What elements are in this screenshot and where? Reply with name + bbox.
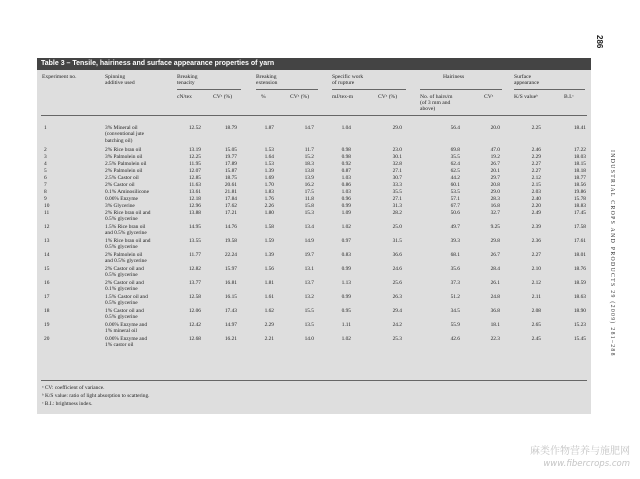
table-cell: 50.6 xyxy=(450,210,460,216)
header-rupture-line1: Specific work xyxy=(332,74,364,80)
additive-text: 0.1% glycerine xyxy=(105,286,138,293)
footnote-ks: ᵇ K/S value: ratio of light absorption to scattering. xyxy=(42,393,150,399)
table-cell: 53.5 xyxy=(450,189,460,195)
table-cell: 15.78 xyxy=(573,196,586,202)
table-caption: Table 3 – Tensile, hairiness and surface appearance properties of yarn xyxy=(37,58,591,70)
table-cell: 12.52 xyxy=(188,125,201,131)
table-cell: 13.5 xyxy=(304,322,314,328)
experiment-number: 1 xyxy=(44,125,47,131)
table-cell: 2.65 xyxy=(531,322,541,328)
header-hairiness-cv: CVᵃ xyxy=(484,94,494,100)
table-cell: 25.6 xyxy=(392,280,402,286)
page-number: 286 xyxy=(595,35,604,49)
experiment-number: 2 xyxy=(44,147,47,153)
header-rupture-unit: mJ/tex-m xyxy=(332,94,354,100)
table-cell: 12.58 xyxy=(188,294,201,300)
experiment-number: 12 xyxy=(44,224,50,230)
table-cell: 12.25 xyxy=(188,154,201,160)
rule-extension-group xyxy=(256,89,318,90)
header-tenacity-line2: tenacity xyxy=(177,80,195,86)
table-cell: 1.81 xyxy=(264,280,274,286)
table-cell: 11.7 xyxy=(304,147,314,153)
table-cell: 20.1 xyxy=(490,168,500,174)
table-cell: 1.61 xyxy=(264,294,274,300)
experiment-number: 4 xyxy=(44,161,47,167)
table-cell: 1.53 xyxy=(264,161,274,167)
table-cell: 2.21 xyxy=(264,336,274,342)
table-cell: 2.45 xyxy=(531,336,541,342)
table-cell: 2.11 xyxy=(531,294,541,300)
rule-surface-group xyxy=(514,89,585,90)
table-cell: 47.0 xyxy=(490,147,500,153)
table-cell: 29.0 xyxy=(490,189,500,195)
table-cell: 0.87 xyxy=(341,168,351,174)
additive-text: 2.5% Castor oil xyxy=(105,175,139,181)
table-cell: 18.18 xyxy=(573,168,586,174)
table-cell: 17.58 xyxy=(573,224,586,230)
table-cell: 2.27 xyxy=(531,168,541,174)
experiment-number: 19 xyxy=(44,322,50,328)
table-cell: 25.0 xyxy=(392,224,402,230)
header-tenacity-cv: CVᵃ (%) xyxy=(213,94,233,100)
additive-text: and 0.5% glycerine xyxy=(105,258,147,265)
header-extension-line2: extension xyxy=(256,80,278,86)
table-cell: 17.21 xyxy=(224,210,237,216)
experiment-number: 10 xyxy=(44,203,50,209)
header-surface-line1: Surface xyxy=(514,74,532,80)
table-cell: 9.25 xyxy=(490,224,500,230)
table-cell: 20.0 xyxy=(490,125,500,131)
table-cell: 18.90 xyxy=(573,308,586,314)
header-brightness-index: B.I.ᶜ xyxy=(564,94,574,100)
table-cell: 21.81 xyxy=(224,189,237,195)
experiment-number: 11 xyxy=(44,210,50,216)
table-cell: 1.53 xyxy=(264,147,274,153)
table-cell: 1.70 xyxy=(264,182,274,188)
table-cell: 17.89 xyxy=(224,161,237,167)
table-cell: 2.49 xyxy=(531,210,541,216)
table-cell: 2.29 xyxy=(264,322,274,328)
table-cell: 29.4 xyxy=(392,308,402,314)
table-cell: 16.21 xyxy=(224,336,237,342)
table-cell: 11.8 xyxy=(304,196,314,202)
table-cell: 27.1 xyxy=(392,196,402,202)
table-cell: 1.58 xyxy=(264,224,274,230)
table-cell: 14.9 xyxy=(304,238,314,244)
table-cell: 18.77 xyxy=(573,175,586,181)
additive-text: 3% Mineral oil xyxy=(105,125,138,131)
table-cell: 35.5 xyxy=(450,154,460,160)
table-cell: 1.39 xyxy=(264,168,274,174)
header-surface-line2: appearance xyxy=(514,80,540,86)
table-3-panel xyxy=(37,58,591,414)
table-cell: 14.76 xyxy=(224,224,237,230)
table-cell: 17.61 xyxy=(573,238,586,244)
additive-text: 1% Rice bran oil and xyxy=(105,238,151,244)
table-cell: 1.80 xyxy=(264,210,274,216)
table-cell: 1.03 xyxy=(341,189,351,195)
table-cell: 19.86 xyxy=(573,189,586,195)
table-cell: 1.13 xyxy=(341,280,351,286)
additive-text: (conventional jute xyxy=(105,131,145,138)
table-cell: 0.92 xyxy=(341,161,351,167)
table-cell: 1.02 xyxy=(341,336,351,342)
additive-text: batching oil) xyxy=(105,137,133,144)
table-cell: 0.98 xyxy=(341,147,351,153)
table-cell: 31.5 xyxy=(392,238,402,244)
table-cell: 28.3 xyxy=(490,196,500,202)
table-cell: 17.62 xyxy=(224,203,237,209)
table-cell: 1.87 xyxy=(264,125,274,131)
table-cell: 19.77 xyxy=(224,154,237,160)
table-cell: 69.8 xyxy=(450,147,460,153)
additive-text: 0.5% glycerine xyxy=(105,300,138,307)
header-rupture-line2: of rupture xyxy=(332,80,355,86)
table-cell: 20.8 xyxy=(490,182,500,188)
table-cell: 0.97 xyxy=(341,238,351,244)
table-cell: 19.58 xyxy=(224,238,237,244)
table-cell: 1.04 xyxy=(341,125,351,131)
table-cell: 18.63 xyxy=(573,294,586,300)
table-cell: 19.7 xyxy=(304,252,314,258)
table-cell: 15.2 xyxy=(304,154,314,160)
table-cell: 11.77 xyxy=(189,252,201,258)
table-cell: 32.8 xyxy=(392,161,402,167)
table-cell: 27.1 xyxy=(392,168,402,174)
header-hairiness: Hairiness xyxy=(443,74,465,80)
table-cell: 17.22 xyxy=(573,147,586,153)
table-cell: 19.2 xyxy=(490,154,500,160)
table-cell: 18.75 xyxy=(224,175,237,181)
rule-hairiness-group xyxy=(420,89,502,90)
table-cell: 12.68 xyxy=(188,336,201,342)
additive-text: 3% Palmolein oil xyxy=(105,154,143,160)
header-experiment-no: Experiment no. xyxy=(42,74,77,80)
table-cell: 18.15 xyxy=(573,161,586,167)
table-cell: 1.59 xyxy=(264,238,274,244)
header-extension-cv: CVᵃ (%) xyxy=(290,94,310,100)
table-cell: 14.97 xyxy=(224,322,237,328)
additive-text: 1% Castor oil and xyxy=(105,308,144,314)
table-cell: 57.1 xyxy=(450,196,460,202)
table-cell: 22.24 xyxy=(224,252,237,258)
header-additive-line1: Spinning xyxy=(105,74,126,80)
additive-text: 0.5% glycerine xyxy=(105,314,138,321)
table-cell: 25.3 xyxy=(392,336,402,342)
table-cell: 67.7 xyxy=(450,203,460,209)
table-cell: 29.7 xyxy=(490,175,500,181)
journal-running-head: INDUSTRIAL CROPS AND PRODUCTS 29 (2009) 281–288 xyxy=(609,150,615,357)
table-cell: 29.8 xyxy=(490,238,500,244)
experiment-number: 13 xyxy=(44,238,50,244)
header-hairiness-unit-line3: above) xyxy=(420,106,436,112)
table-cell: 34.5 xyxy=(450,308,460,314)
table-cell: 15.87 xyxy=(224,168,237,174)
table-cell: 26.7 xyxy=(490,161,500,167)
additive-text: 2% Palmolein oil xyxy=(105,252,143,258)
experiment-number: 15 xyxy=(44,266,50,272)
experiment-number: 8 xyxy=(44,189,47,195)
table-cell: 30.1 xyxy=(392,154,402,160)
table-cell: 18.83 xyxy=(573,203,586,209)
table-cell: 0.95 xyxy=(341,308,351,314)
header-additive-line2: additive used xyxy=(105,80,135,86)
additive-text: 0.5% glycerine xyxy=(105,272,138,279)
table-cell: 35.5 xyxy=(392,189,402,195)
additive-text: 2% Castor oil xyxy=(105,182,135,188)
table-cell: 0.99 xyxy=(341,266,351,272)
table-cell: 11.63 xyxy=(189,182,201,188)
table-cell: 28.4 xyxy=(490,266,500,272)
watermark-chinese-text: 麻类作物营养与施肥网 xyxy=(530,446,630,457)
table-cell: 1.83 xyxy=(264,189,274,195)
table-cell: 42.6 xyxy=(450,336,460,342)
additive-text: 0.06% Enzyme and xyxy=(105,322,148,328)
table-cell: 0.98 xyxy=(341,154,351,160)
table-cell: 1.62 xyxy=(264,308,274,314)
table-cell: 15.05 xyxy=(224,147,237,153)
experiment-number: 17 xyxy=(44,294,50,300)
table-cell: 14.0 xyxy=(304,336,314,342)
additive-text: 1.5% Castor oil and xyxy=(105,294,148,300)
table-cell: 12.07 xyxy=(188,168,201,174)
table-cell: 12.18 xyxy=(188,196,201,202)
table-cell: 1.69 xyxy=(264,175,274,181)
rule-table-bottom xyxy=(41,380,587,381)
additive-text: 2% Rice bran oil xyxy=(105,147,142,153)
table-cell: 24.6 xyxy=(392,266,402,272)
table-cell: 31.3 xyxy=(392,203,402,209)
table-cell: 26.3 xyxy=(392,294,402,300)
table-cell: 1.56 xyxy=(264,266,274,272)
additive-text: 1% castor oil xyxy=(105,342,134,349)
table-cell: 1.03 xyxy=(341,175,351,181)
table-cell: 49.7 xyxy=(450,224,460,230)
watermark xyxy=(530,446,630,470)
table-cell: 2.40 xyxy=(531,196,541,202)
table-cell: 37.3 xyxy=(450,280,460,286)
additive-text: 0.5% glycerine xyxy=(105,216,138,223)
header-tenacity-unit: cN/tex xyxy=(177,94,192,100)
table-cell: 16.15 xyxy=(224,294,237,300)
additive-text: 0.06% Enzyme and xyxy=(105,336,148,342)
table-cell: 24.2 xyxy=(392,322,402,328)
table-cell: 2.15 xyxy=(531,182,541,188)
experiment-number: 3 xyxy=(44,154,47,160)
table-cell: 12.06 xyxy=(188,308,201,314)
additive-text: 2% Rice bran oil and xyxy=(105,210,151,216)
table-cell: 2.10 xyxy=(531,266,541,272)
table-cell: 2.12 xyxy=(531,175,541,181)
table-cell: 13.2 xyxy=(304,294,314,300)
table-cell: 12.42 xyxy=(188,322,201,328)
table-cell: 18.1 xyxy=(490,322,500,328)
table-cell: 18.56 xyxy=(573,182,586,188)
table-cell: 13.4 xyxy=(304,224,314,230)
table-cell: 15.3 xyxy=(304,210,314,216)
table-cell: 18.3 xyxy=(304,161,314,167)
additive-text: 3% Glycerine xyxy=(105,203,135,209)
table-cell: 26.7 xyxy=(490,252,500,258)
additive-text: 2% Castor oil and xyxy=(105,266,144,272)
table-cell: 23.0 xyxy=(392,147,402,153)
table-cell: 20.61 xyxy=(224,182,237,188)
table-cell: 2.08 xyxy=(531,308,541,314)
table-cell: 13.9 xyxy=(304,175,314,181)
table-cell: 18.59 xyxy=(573,280,586,286)
additive-text: 1% mineral oil xyxy=(105,328,138,335)
table-cell: 18.76 xyxy=(573,266,586,272)
header-tenacity-line1: Breaking xyxy=(177,74,198,80)
additive-text: and 0.5% glycerine xyxy=(105,230,147,237)
table-cell: 16.2 xyxy=(304,182,314,188)
table-cell: 36.6 xyxy=(392,252,402,258)
table-cell: 2.36 xyxy=(531,238,541,244)
table-cell: 13.88 xyxy=(188,210,201,216)
table-cell: 13.61 xyxy=(188,189,201,195)
table-cell: 15.23 xyxy=(573,322,586,328)
table-cell: 13.77 xyxy=(188,280,201,286)
experiment-number: 14 xyxy=(44,252,50,258)
table-cell: 1.39 xyxy=(264,252,274,258)
table-cell: 26.1 xyxy=(490,280,500,286)
additive-text: 0.5% glycerine xyxy=(105,244,138,251)
table-cell: 15.45 xyxy=(573,336,586,342)
table-cell: 16.8 xyxy=(490,203,500,209)
table-cell: 16.81 xyxy=(224,280,237,286)
table-cell: 1.02 xyxy=(341,224,351,230)
table-cell: 2.27 xyxy=(531,161,541,167)
table-cell: 13.55 xyxy=(188,238,201,244)
table-cell: 33.3 xyxy=(392,182,402,188)
table-cell: 2.27 xyxy=(531,252,541,258)
table-cell: 18.01 xyxy=(573,252,586,258)
table-cell: 11.95 xyxy=(189,161,201,167)
table-cell: 18.79 xyxy=(224,125,237,131)
table-cell: 56.4 xyxy=(450,125,460,131)
table-cell: 12.85 xyxy=(188,175,201,181)
table-cell: 13.7 xyxy=(304,280,314,286)
table-cell: 0.96 xyxy=(341,196,351,202)
table-cell: 2.46 xyxy=(531,147,541,153)
table-cell: 17.5 xyxy=(304,189,314,195)
table-cell: 2.26 xyxy=(264,203,274,209)
footnote-cv: ᵃ CV: coefficient of variance. xyxy=(42,385,105,391)
additive-text: 2.5% Palmolein oil xyxy=(105,161,147,167)
table-cell: 29.0 xyxy=(392,125,402,131)
table-cell: 17.84 xyxy=(224,196,237,202)
table-cell: 15.8 xyxy=(304,203,314,209)
table-cell: 68.1 xyxy=(450,252,460,258)
table-cell: 17.43 xyxy=(224,308,237,314)
header-hairiness-unit-line1: No. of hairs/m xyxy=(420,94,453,100)
header-extension-line1: Breaking xyxy=(256,74,277,80)
table-cell: 13.8 xyxy=(304,168,314,174)
watermark-url: www.fibercrops.com xyxy=(543,459,630,469)
rule-header-bottom xyxy=(41,115,587,116)
table-cell: 51.2 xyxy=(450,294,460,300)
table-cell: 39.3 xyxy=(450,238,460,244)
table-cell: 2.12 xyxy=(531,280,541,286)
table-cell: 35.6 xyxy=(450,266,460,272)
additive-text: 0.06% Enzyme xyxy=(105,196,138,202)
rule-rupture-group xyxy=(332,89,406,90)
rule-tenacity-group xyxy=(177,89,241,90)
experiment-number: 6 xyxy=(44,175,47,181)
table-cell: 1.09 xyxy=(341,210,351,216)
additive-text: 1.5% Rice bran oil xyxy=(105,224,146,230)
table-cell: 1.11 xyxy=(341,322,351,328)
table-cell: 18.41 xyxy=(573,125,586,131)
table-cell: 1.76 xyxy=(264,196,274,202)
table-cell: 24.8 xyxy=(490,294,500,300)
table-cell: 14.7 xyxy=(304,125,314,131)
table-cell: 60.1 xyxy=(450,182,460,188)
header-rupture-cv: CVᵃ (%) xyxy=(378,94,398,100)
table-cell: 15.5 xyxy=(304,308,314,314)
table-cell: 62.4 xyxy=(450,161,460,167)
header-extension-unit: % xyxy=(261,94,266,100)
additive-text: 2% Castor oil and xyxy=(105,280,144,286)
table-cell: 13.19 xyxy=(188,147,201,153)
table-cell: 0.83 xyxy=(341,252,351,258)
table-cell: 22.3 xyxy=(490,336,500,342)
table-cell: 2.39 xyxy=(531,224,541,230)
header-hairiness-unit-line2: (of 3 mm and xyxy=(420,100,451,106)
table-cell: 0.99 xyxy=(341,203,351,209)
table-cell: 2.20 xyxy=(531,203,541,209)
table-cell: 2.03 xyxy=(531,189,541,195)
table-cell: 2.29 xyxy=(531,154,541,160)
table-cell: 14.95 xyxy=(188,224,201,230)
table-cell: 18.03 xyxy=(573,154,586,160)
experiment-number: 20 xyxy=(44,336,50,342)
table-cell: 62.5 xyxy=(450,168,460,174)
experiment-number: 5 xyxy=(44,168,47,174)
table-cell: 15.97 xyxy=(224,266,237,272)
experiment-number: 7 xyxy=(44,182,47,188)
table-cell: 28.2 xyxy=(392,210,402,216)
table-cell: 13.1 xyxy=(304,266,314,272)
table-cell: 0.99 xyxy=(341,294,351,300)
table-cell: 36.8 xyxy=(490,308,500,314)
table-cell: 1.64 xyxy=(264,154,274,160)
table-cell: 30.7 xyxy=(392,175,402,181)
table-cell: 0.86 xyxy=(341,182,351,188)
additive-text: 2% Palmolein oil xyxy=(105,168,143,174)
table-cell: 17.45 xyxy=(573,210,586,216)
table-cell: 32.7 xyxy=(490,210,500,216)
experiment-number: 16 xyxy=(44,280,50,286)
table-cell: 12.96 xyxy=(188,203,201,209)
table-cell: 55.9 xyxy=(450,322,460,328)
footnote-bi: ᶜ B.I.: brightness index. xyxy=(42,401,93,407)
table-cell: 44.2 xyxy=(450,175,460,181)
table-cell: 2.25 xyxy=(531,125,541,131)
additive-text: 0.1% Aminosilicone xyxy=(105,189,150,195)
experiment-number: 18 xyxy=(44,308,50,314)
header-ks-value: K/S valueᵇ xyxy=(514,94,538,100)
experiment-number: 9 xyxy=(44,196,47,202)
table-cell: 12.82 xyxy=(188,266,201,272)
